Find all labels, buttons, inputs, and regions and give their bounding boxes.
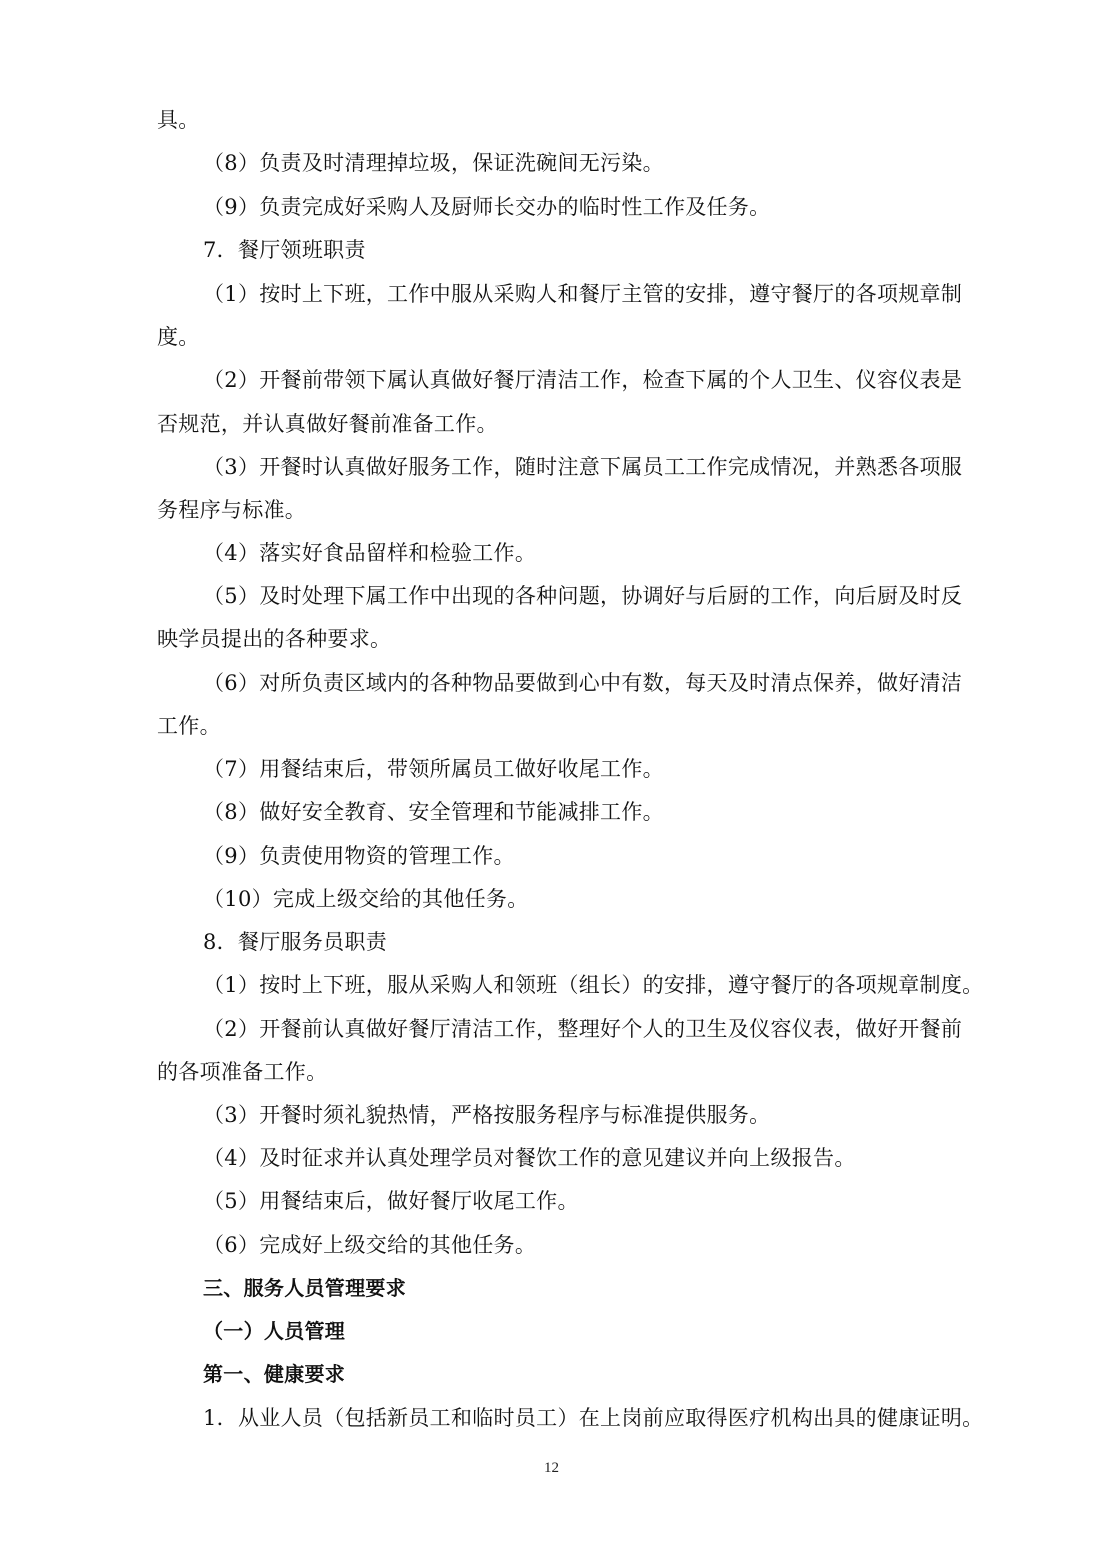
text-line: （4）落实好食品留样和检验工作。 [203, 541, 537, 565]
section-heading: 8．餐厅服务员职责 [203, 930, 388, 954]
text-line: （4）及时征求并认真处理学员对餐饮工作的意见建议并向上级报告。 [203, 1146, 856, 1170]
text-line: （10）完成上级交给的其他任务。 [203, 887, 529, 911]
text-line: （9）负责完成好采购人及厨师长交办的临时性工作及任务。 [203, 195, 771, 219]
text-line: （5）及时处理下属工作中出现的各种问题，协调好与后厨的工作，向后厨及时反 [203, 584, 963, 608]
subsection-heading: 第一、健康要求 [203, 1362, 346, 1386]
text-line: （8）做好安全教育、安全管理和节能减排工作。 [203, 800, 664, 824]
text-line: （2）开餐前认真做好餐厅清洁工作，整理好个人的卫生及仪容仪表，做好开餐前 [203, 1017, 963, 1041]
text-line: 具。 [157, 108, 200, 132]
subsection-heading: （一）人员管理 [203, 1319, 346, 1343]
text-line: （2）开餐前带领下属认真做好餐厅清洁工作，检查下属的个人卫生、仪容仪表是 [203, 368, 963, 392]
section-heading: 7．餐厅领班职责 [203, 238, 366, 262]
text-line: （8）负责及时清理掉垃圾，保证洗碗间无污染。 [203, 151, 664, 175]
text-line: 映学员提出的各种要求。 [157, 627, 392, 651]
text-line: 的各项准备工作。 [157, 1060, 328, 1084]
text-line: （9）负责使用物资的管理工作。 [203, 844, 515, 868]
text-line: 1．从业人员（包括新员工和临时员工）在上岗前应取得医疗机构出具的健康证明。 [203, 1406, 984, 1430]
page-number: 12 [544, 1460, 559, 1476]
text-line: （1）按时上下班，服从采购人和领班（组长）的安排，遵守餐厅的各项规章制度。 [203, 973, 984, 997]
text-line: 工作。 [157, 714, 221, 738]
chapter-heading: 三、服务人员管理要求 [203, 1276, 406, 1300]
text-line: 度。 [157, 325, 200, 349]
text-line: （6）完成好上级交给的其他任务。 [203, 1233, 537, 1257]
text-line: （1）按时上下班，工作中服从采购人和餐厅主管的安排，遵守餐厅的各项规章制 [203, 282, 963, 306]
text-line: （5）用餐结束后，做好餐厅收尾工作。 [203, 1189, 579, 1213]
text-line: （3）开餐时须礼貌热情，严格按服务程序与标准提供服务。 [203, 1103, 771, 1127]
text-line: 务程序与标准。 [157, 498, 307, 522]
text-line: （3）开餐时认真做好服务工作，随时注意下属员工工作完成情况，并熟悉各项服 [203, 455, 963, 479]
text-line: 否规范，并认真做好餐前准备工作。 [157, 412, 498, 436]
text-line: （6）对所负责区域内的各种物品要做到心中有数，每天及时清点保养，做好清洁 [203, 671, 963, 695]
text-line: （7）用餐结束后，带领所属员工做好收尾工作。 [203, 757, 664, 781]
